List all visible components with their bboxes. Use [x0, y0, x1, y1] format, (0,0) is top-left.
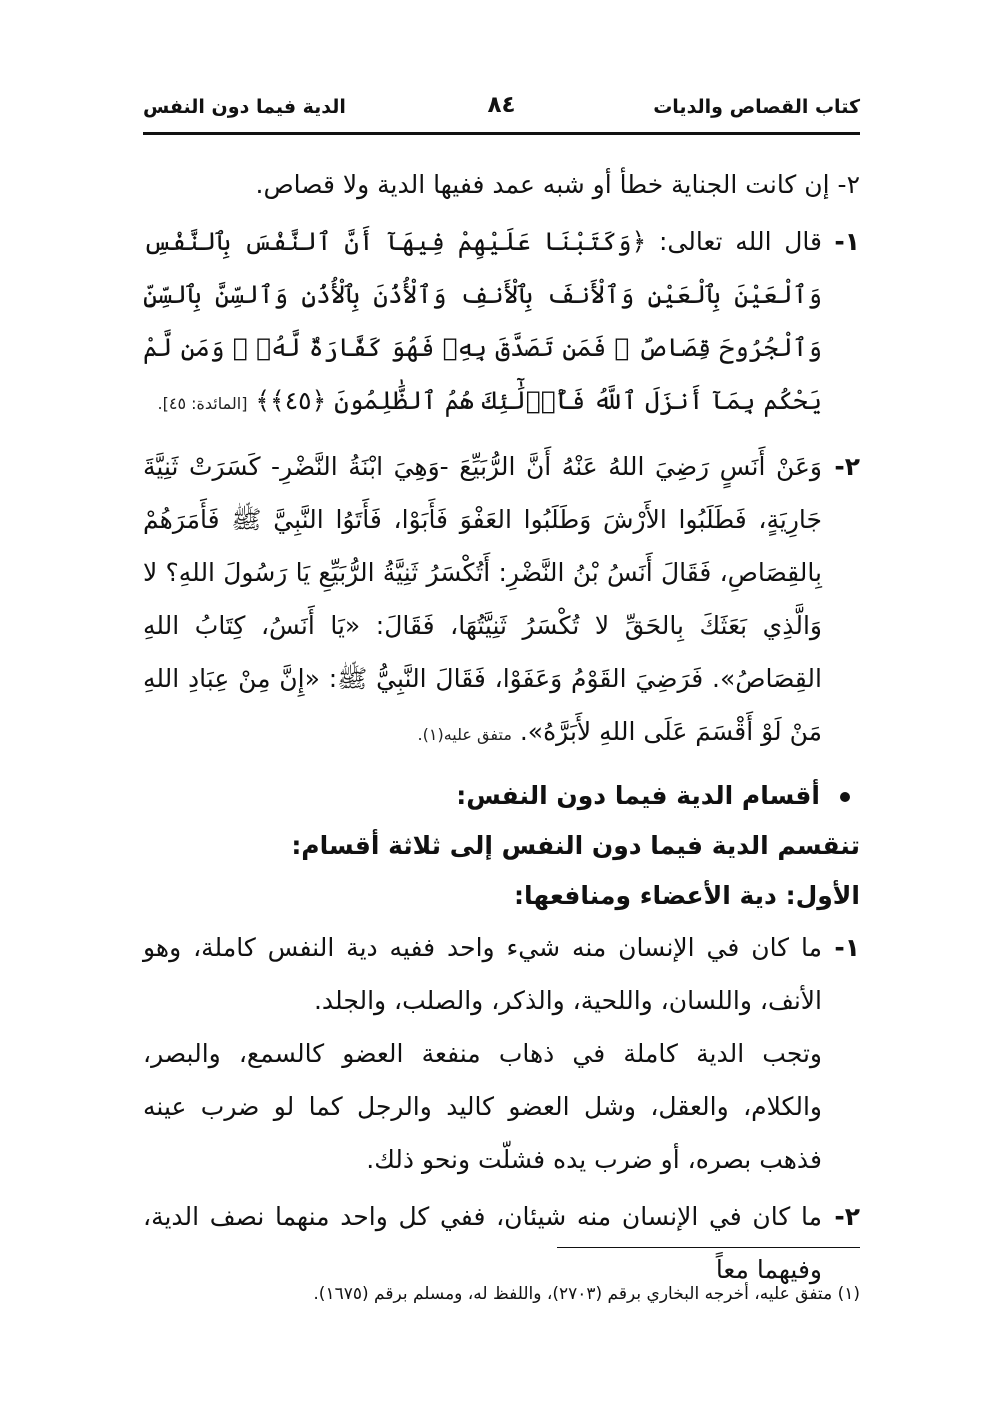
page-number: ٨٤ [487, 92, 516, 118]
hadith-text: وَعَنْ أَنَسٍ رَضِيَ اللهُ عَنْهُ أَنَّ الرُّبَيِّعَ -وَهِيَ ابْنَةُ النَّضْرِ- كَسَرَتْ ثَنِيَّةَ جَارِيَةٍ، فَطَلَبُوا الأَرْشَ وَطَلَبُوا العَفْوَ فَأَبَوْا، فَأَتَوُا النَّبِيَّ ﷺ فَأَمَرَهُمْ بِالقِصَاصِ، فَقَالَ أَنَسُ بْنُ النَّضْرِ: أَتُكْسَرُ ثَنِيَّةُ الرُّبَيِّعِ يَا رَسُولَ اللهِ؟ لا وَالَّذِي بَعَثَكَ بِالحَقِّ لا تُكْسَرُ ثَنِيَّتُهَا، فَقَالَ: «يَا أَنَسُ، كِتَابُ اللهِ القِصَاصُ». فَرَضِيَ القَوْمُ وَعَفَوْا، فَقَالَ النَّبِيُّ ﷺ: «إِنَّ مِنْ عِبَادِ اللهِ مَنْ لَوْ أَقْسَمَ عَلَى اللهِ لأَبَرَّهُ». [143, 452, 822, 746]
bullet-icon [840, 792, 850, 802]
rule-2-number: ٢- [834, 1202, 860, 1231]
quran-verse: ﴿وَكَتَبْنَا عَلَيْهِمْ فِيهَآ أَنَّ ٱلنَّفْسَ بِٱلنَّفْسِ وَٱلْعَيْنَ بِٱلْعَيْنِ وَٱلْأَنفَ بِٱلْأَنفِ وَٱلْأُذُنَ بِٱلْأُذُنِ وَٱلسِّنَّ بِٱلسِّنِّ وَٱلْجُرُوحَ قِصَاصٌ ۚ فَمَن تَصَدَّقَ بِهِۦ فَهُوَ كَفَّارَةٌ لَّهُۥ ۚ وَمَن لَّمْ يَحْكُم بِمَآ أَنزَلَ ٱللَّهُ فَأُو۟لَٰٓئِكَ هُمُ ٱلظَّٰلِمُونَ ﴿٤٥﴾﴾ [143, 227, 822, 415]
footnote: (١) متفق عليه، أخرجه البخاري برقم (٢٧٠٣)، واللفظ له، ومسلم برقم (١٦٧٥). [313, 1284, 860, 1304]
evidence-2 [143, 440, 860, 761]
rule-2-text: ما كان في الإنسان منه شيئان، ففي كل واحد منهما نصف الدية، وفيهما معاً [143, 1202, 822, 1284]
evidence-1 [143, 215, 860, 430]
evidence-1-number: ١- [834, 227, 860, 256]
evidence-2-number: ٢- [834, 452, 860, 481]
rule-1-number: ١- [834, 933, 860, 962]
verse-reference: [المائدة: ٤٥]. [157, 394, 248, 413]
hadith-source: متفق عليه(١). [417, 725, 512, 744]
page-body [143, 158, 860, 1296]
rule-1-text: ما كان في الإنسان منه شيء واحد ففيه دية النفس كاملة، وهو الأنف، واللسان، واللحية، والذكر، والصلب، والجلد. [143, 933, 822, 1015]
book-title: كتاب القصاص والديات [653, 96, 860, 118]
rule-1 [143, 921, 860, 1027]
subheading: تنقسم الدية فيما دون النفس إلى ثلاثة أقسام: [291, 831, 860, 860]
running-header [143, 92, 860, 128]
evidence-1-intro: قال الله تعالى: [659, 227, 822, 256]
rule-line-2: ٢- إن كانت الجناية خطأ أو شبه عمد ففيها الدية ولا قصاص. [255, 170, 860, 199]
header-divider [143, 132, 860, 135]
rule-2 [143, 1190, 860, 1296]
footnote-divider [557, 1247, 860, 1248]
rule-1-extra: وتجب الدية كاملة في ذهاب منفعة العضو كالسمع، والبصر، والكلام، والعقل، وشل العضو كاليد والرجل كما لو ضرب عينه فذهب بصره، أو ضرب يده فشلّت ونحو ذلك. [143, 1039, 822, 1174]
section-heading: أقسام الدية فيما دون النفس: [143, 771, 860, 821]
first-category-label: الأول: دية الأعضاء ومنافعها: [514, 881, 860, 910]
section-title: الدية فيما دون النفس [143, 96, 346, 118]
